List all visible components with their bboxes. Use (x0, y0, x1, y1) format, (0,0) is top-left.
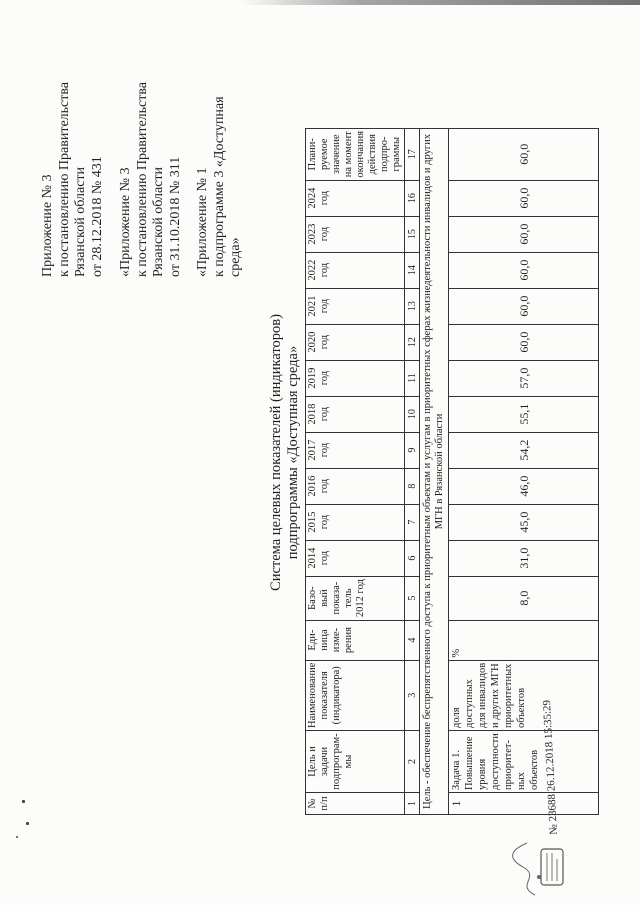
column-number: 15 (405, 216, 420, 252)
column-number: 11 (405, 360, 420, 396)
appendix-line: Рязанской области (151, 166, 166, 277)
row-year-value: 60,0 (449, 288, 599, 324)
appendix-line: среда» (228, 237, 243, 277)
appendix-block-2 (118, 82, 184, 277)
row-year-value: 45,0 (449, 504, 599, 540)
appendix-line: «Приложение № 1 (195, 167, 210, 277)
appendix-line: Рязанской области (73, 166, 88, 277)
header-year: 2017 год (306, 432, 405, 468)
header-year: 2023 год (306, 216, 405, 252)
row-year-value: 57,0 (449, 360, 599, 396)
header-year: 2015 год (306, 504, 405, 540)
column-number: 9 (405, 432, 420, 468)
goal-row (420, 128, 449, 814)
column-number: 2 (405, 731, 420, 793)
header-name: Наименование показателя (индикатора) (306, 660, 405, 730)
column-number: 12 (405, 324, 420, 360)
title-line: Система целевых показателей (индикаторов) (268, 314, 284, 591)
appendix-line: «Приложение № 3 (118, 167, 133, 277)
row-year-value: 54,2 (449, 432, 599, 468)
column-number: 14 (405, 252, 420, 288)
header-year: 2022 год (306, 252, 405, 288)
header-year: 2021 год (306, 288, 405, 324)
appendix-line: к постановлению Правительства (134, 81, 150, 277)
appendix-block-3 (195, 96, 245, 277)
column-number: 8 (405, 468, 420, 504)
header-goal: Цель и задачи подпрограм-мы (306, 731, 405, 793)
row-year-value: 31,0 (449, 540, 599, 576)
header-base: Базо-вый показа-тель 2012 год (306, 576, 405, 620)
row-base-value: 8,0 (449, 576, 599, 620)
appendix-line: от 28.12.2018 № 431 (89, 156, 105, 277)
row-year-value: 46,0 (449, 468, 599, 504)
appendix-block-1 (40, 82, 106, 277)
header-year: 2019 год (306, 360, 405, 396)
table-row (449, 128, 599, 814)
column-number: 1 (405, 793, 420, 815)
header-year: 2020 год (306, 324, 405, 360)
page-title (268, 0, 302, 905)
column-number: 10 (405, 396, 420, 432)
row-task: Задача 1. Повышение уровня доступности приоритет-ных объектов (449, 731, 599, 793)
goal-text: Цель - обеспечение беспрепятственного доступа к приоритетным объектам и услугам в приоритетных сферах жизнедеятельности инвалидов и других МГН в Рязанской области (420, 128, 449, 814)
column-number: 3 (405, 660, 420, 730)
appendix-line: к подпрограмме 3 «Доступная (211, 96, 227, 277)
header-year: 2016 год (306, 468, 405, 504)
column-number: 6 (405, 540, 420, 576)
row-indicator: доля доступных для инвалидов и других МГН приоритетных объектов (449, 660, 599, 730)
header-year: 2018 год (306, 396, 405, 432)
header-year: 2024 год (306, 180, 405, 216)
appendix-line: от 31.10.2018 № 311 (167, 156, 183, 277)
column-number: 17 (405, 128, 420, 180)
column-number-row (405, 128, 420, 814)
row-num: 1 (449, 793, 599, 815)
row-year-value: 60,0 (449, 180, 599, 216)
indicators-table (305, 128, 599, 815)
row-year-value: 60,0 (449, 216, 599, 252)
row-year-value: 60,0 (449, 324, 599, 360)
header-num: № п/п (306, 793, 405, 815)
appendix-line: к постановлению Правительства (56, 81, 72, 277)
header-year: 2014 год (306, 540, 405, 576)
column-number: 4 (405, 620, 420, 660)
signature-mark-icon (505, 839, 545, 899)
row-planned-value: 60,0 (449, 128, 599, 180)
registration-stamp: № 23688 26.12.2018 15:35:29 (540, 699, 560, 835)
column-number: 13 (405, 288, 420, 324)
column-number: 7 (405, 504, 420, 540)
column-number: 16 (405, 180, 420, 216)
row-unit: % (449, 620, 599, 660)
row-year-value: 55,1 (449, 396, 599, 432)
appendix-line: Приложение № 3 (40, 174, 55, 277)
row-year-value: 60,0 (449, 252, 599, 288)
header-row (306, 128, 405, 814)
column-number: 5 (405, 576, 420, 620)
title-line: подпрограммы «Доступная среда» (285, 345, 301, 560)
header-unit: Еди-ница изме-рения (306, 620, 405, 660)
header-planned: Плани-руемое значение на момент окончания действия подпро-граммы (306, 128, 405, 180)
